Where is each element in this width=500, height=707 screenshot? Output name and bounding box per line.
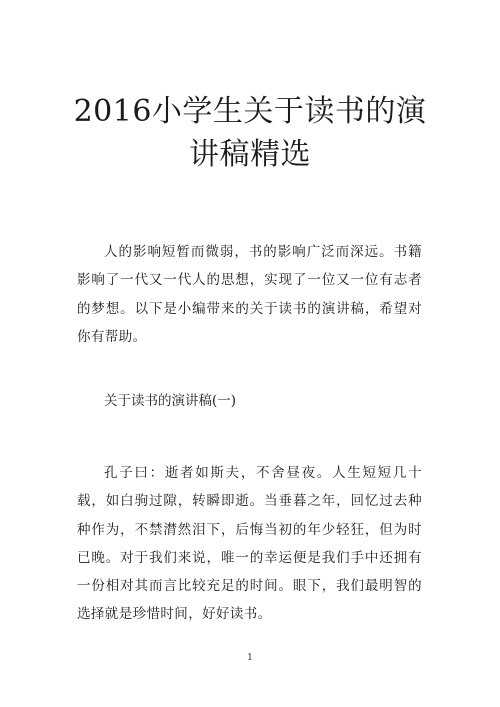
- page-number: 1: [247, 653, 253, 663]
- body-paragraph: 孔子曰：逝者如斯夫，不舍昼夜。人生短短几十载，如白驹过隙，转瞬即逝。当垂暮之年，回忆过去种种作为，不禁潸然泪下，后悔当初的年少轻狂，但为时已晚。对于我们来说，唯一的幸运便是我们手中还拥有一份相对其而言比较充足的时间。眼下，我们最明智的选择就是珍惜时间，好好读书。: [77, 465, 422, 623]
- section-heading: 关于读书的演讲稿(一): [104, 393, 237, 409]
- document-title-line-2: 讲稿精选: [189, 137, 311, 172]
- intro-paragraph: 人的影响短暂而微弱，书的影响广泛而深远。书籍影响了一代又一代人的思想，实现了一位又一位有志者的梦想。以下是小编带来的关于读书的演讲稿，希望对你有帮助。: [77, 244, 422, 345]
- document-title-line-1: 2016小学生关于读书的演: [73, 94, 427, 129]
